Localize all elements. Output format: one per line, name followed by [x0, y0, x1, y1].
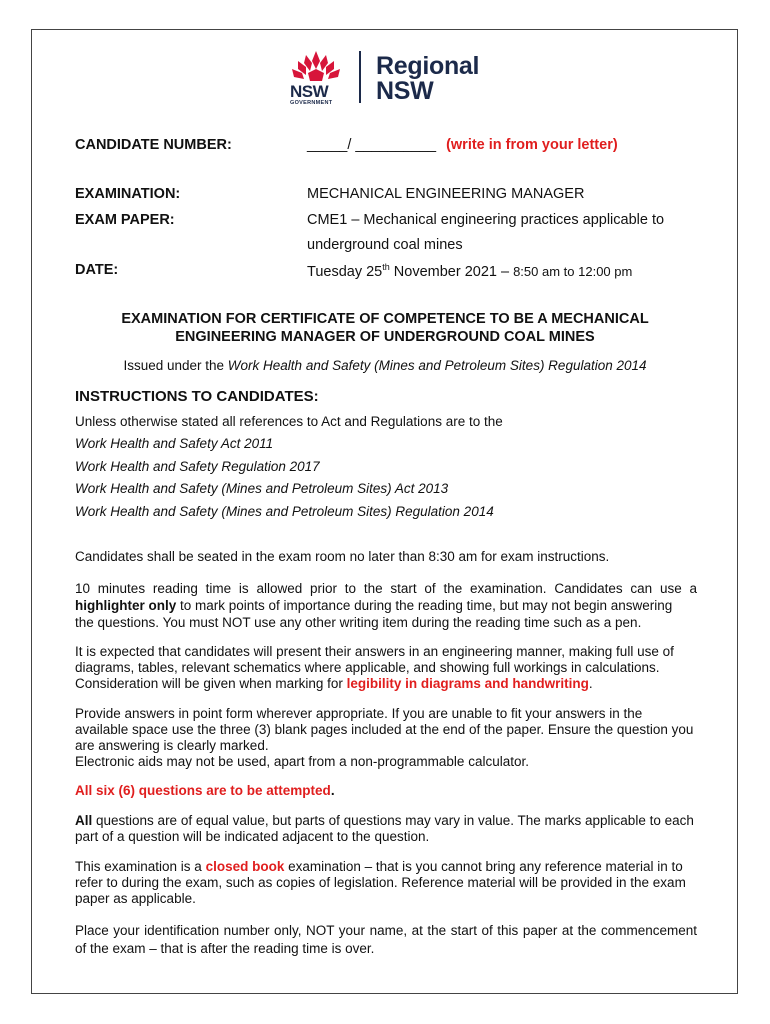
reading-line2-text: to mark points of importance during the reading time, but may not begin answering	[176, 598, 673, 613]
reading-line3: the questions. You must NOT use any other writing item during the reading time such as a pen.	[75, 615, 642, 630]
date-time: 8:50 am to 12:00 pm	[513, 263, 633, 279]
date-day: Tuesday 25	[307, 263, 383, 280]
issued-regulation: Work Health and Safety (Mines and Petroleum Sites) Regulation 2014	[227, 358, 647, 373]
seated-instruction: Candidates shall be seated in the exam room no later than 8:30 am for exam instructions.	[75, 549, 610, 564]
reading-line1: 10 minutes reading time is allowed prior to the start of the examination. Candidates can use a	[75, 581, 697, 596]
exam-paper-value-line1: CME1 – Mechanical engineering practices applicable to	[307, 212, 665, 228]
candidate-number-label: CANDIDATE NUMBER:	[75, 137, 232, 153]
identification-instruction: Place your identification number only, NOT your name, at the start of this paper at the commencement of the exam – that is after the reading time is over.	[75, 923, 697, 956]
issued-prefix: Issued under the	[123, 358, 228, 373]
reference-item: Work Health and Safety Regulation 2017	[75, 459, 320, 474]
reference-item: Work Health and Safety Act 2011	[75, 436, 274, 451]
provide-instruction	[75, 706, 697, 770]
regional-nsw-wordmark	[376, 54, 479, 104]
candidate-number-blank: _____/ __________	[307, 137, 437, 153]
candidate-number-field[interactable]	[307, 137, 618, 153]
legibility-emphasis: legibility in diagrams and handwriting	[346, 676, 589, 691]
date-value	[307, 262, 632, 280]
nsw-wordmark: NSW	[290, 82, 329, 101]
closed-text-1: This examination is a	[75, 859, 206, 874]
exam-title-line2: ENGINEERING MANAGER OF UNDERGROUND COAL MINES	[175, 329, 595, 345]
date-label: DATE:	[75, 262, 119, 278]
closed-book-emphasis: closed book	[205, 859, 285, 874]
reading-time-instruction	[75, 580, 697, 631]
instructions-heading: INSTRUCTIONS TO CANDIDATES:	[75, 388, 319, 405]
closed-book-instruction	[75, 859, 697, 907]
examination-label: EXAMINATION:	[75, 186, 181, 202]
reading-line2	[75, 597, 697, 614]
equal-value-instruction	[75, 813, 697, 845]
closed-text-2: examination – that is you cannot bring any reference material in to refer to during the exam, such as copies of legislation. Reference material will be provided in the exam paper as applicable.	[75, 859, 686, 906]
issued-under	[75, 358, 695, 373]
expected-instruction	[75, 644, 697, 692]
candidate-number-note: (write in from your letter)	[446, 137, 618, 153]
exam-paper-value-line2: underground coal mines	[307, 237, 463, 253]
reference-item: Work Health and Safety (Mines and Petroleum Sites) Act 2013	[75, 481, 449, 496]
all-six-end: .	[330, 783, 335, 798]
equal-value-text: questions are of equal value, but parts of questions may vary in value. The marks applicable to each part of a question will be indicated adjacent to the question.	[75, 813, 694, 844]
exam-title-line1: EXAMINATION FOR CERTIFICATE OF COMPETENCE TO BE A MECHANICAL	[121, 311, 649, 327]
date-rest: November 2021 –	[389, 263, 514, 280]
logo-divider	[359, 51, 361, 103]
electronic-aids-text: Electronic aids may not be used, apart from a non-programmable calculator.	[75, 754, 529, 769]
expected-end: .	[588, 676, 593, 691]
exam-paper-label: EXAM PAPER:	[75, 212, 175, 228]
reference-item: Work Health and Safety (Mines and Petroleum Sites) Regulation 2014	[75, 504, 494, 519]
highlighter-only: highlighter only	[75, 598, 177, 613]
exam-title	[75, 310, 695, 346]
date-suffix: th	[382, 262, 390, 272]
expected-text: It is expected that candidates will present their answers in an engineering manner, making full use of diagrams, tables, relevant schematics where applicable, and showing full workings in calculations. Consideration will be given when marking for	[75, 644, 674, 691]
government-wordmark: GOVERNMENT	[290, 100, 333, 106]
all-questions-instruction	[75, 783, 697, 799]
regional-line2: NSW	[376, 77, 434, 105]
instructions-intro: Unless otherwise stated all references to Act and Regulations are to the	[75, 414, 503, 429]
examination-value: MECHANICAL ENGINEERING MANAGER	[307, 186, 585, 202]
all-bold: All	[75, 813, 93, 828]
regional-line1: Regional	[376, 52, 480, 80]
provide-text: Provide answers in point form wherever appropriate. If you are unable to fit your answers in the available space use the three (3) blank pages included at the end of the paper. Ensure the question you are answering is clearly marked.	[75, 706, 694, 753]
all-six-emphasis: All six (6) questions are to be attempted	[75, 783, 331, 798]
